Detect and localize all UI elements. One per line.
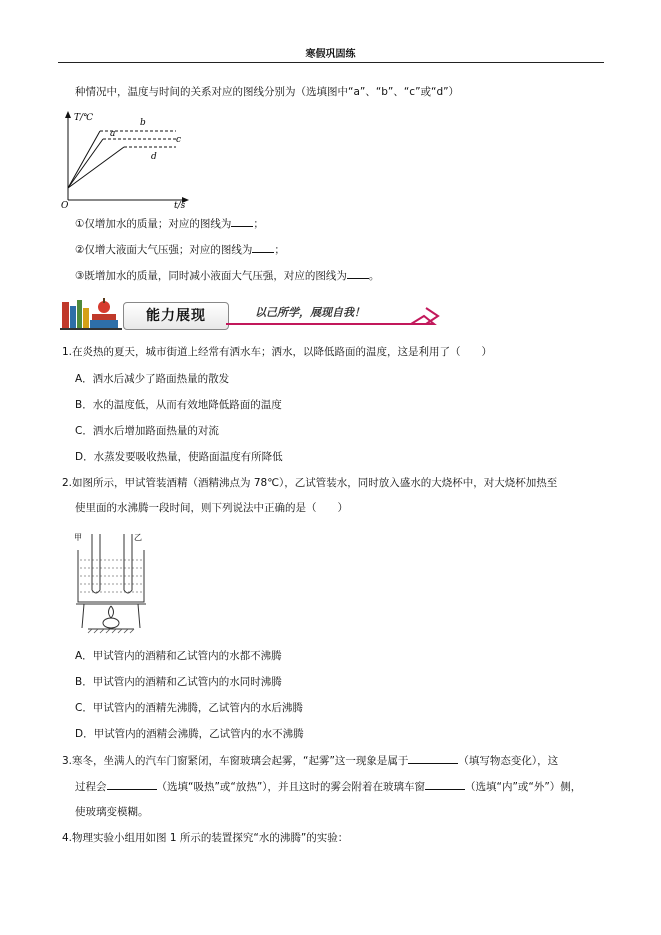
intro-item-1: ①仅增加水的质量；对应的图线为 ； <box>75 218 264 230</box>
figure-label-right: 乙 <box>134 533 142 542</box>
header-divider <box>58 62 604 63</box>
question-1-option-d[interactable]: D．水蒸发要吸收热量，使路面温度有所降低 <box>75 451 283 463</box>
question-4-stem: 4.物理实验小组用如图 1 所示的装置探究“水的沸腾”的实验： <box>62 832 349 844</box>
question-2-stem-line-1: 2.如图所示，甲试管装酒精（酒精沸点为 78℃），乙试管装水，同时放入盛水的大烧杯中，对大烧杯加热至 <box>62 477 558 489</box>
intro-item-3: ③既增加水的质量，同时减小液面大气压强，对应的图线为 。 <box>75 270 380 282</box>
origin-label: O <box>61 201 69 210</box>
answer-blank[interactable] <box>347 268 369 279</box>
question-2-option-a[interactable]: A．甲试管内的酒精和乙试管内的水都不沸腾 <box>75 650 282 662</box>
curve-b-rise <box>68 131 100 188</box>
question-3-line-3: 使玻璃变模糊。 <box>75 806 149 818</box>
curve-label-a: a <box>110 129 116 139</box>
y-axis-label: T/℃ <box>74 113 94 123</box>
beaker-test-tubes-figure <box>72 530 162 638</box>
question-2-option-d[interactable]: D．甲试管内的酒精会沸腾，乙试管内的水不沸腾 <box>75 728 304 740</box>
curve-label-d: d <box>151 152 157 162</box>
question-3-line-1: 3.寒冬，坐满人的汽车门窗紧闭，车窗玻璃会起雾，“起雾”这一现象是属于 （填写物态变化），这 <box>62 755 559 767</box>
question-1-option-c[interactable]: C．洒水后增加路面热量的对流 <box>75 425 219 437</box>
answer-blank[interactable] <box>425 779 465 790</box>
intro-item-2: ②仅增大液面大气压强；对应的图线为 ； <box>75 244 285 256</box>
curve-label-c: c <box>176 135 182 145</box>
banner-slogan: 以己所学，展现自我！ <box>255 306 365 319</box>
page-header-title: 寒假巩固练 <box>305 49 356 60</box>
question-1-option-b[interactable]: B．水的温度低，从而有效地降低路面的温度 <box>75 399 282 411</box>
y-axis-arrow <box>65 111 71 118</box>
answer-blank[interactable] <box>408 753 458 764</box>
curve-a-rise <box>68 139 103 188</box>
question-2-stem-line-2: 使里面的水沸腾一段时间，则下列说法中正确的是（ ） <box>75 502 348 514</box>
curve-label-b: b <box>140 118 146 128</box>
question-2-option-c[interactable]: C．甲试管内的酒精先沸腾，乙试管内的水后沸腾 <box>75 702 303 714</box>
answer-blank[interactable] <box>252 242 274 253</box>
temperature-time-graph <box>58 108 198 210</box>
question-1-stem: 1.在炎热的夏天，城市街道上经常有洒水车；洒水，以降低路面的温度，这是利用了（ ） <box>62 346 493 358</box>
question-3-line-2: 过程会 （选填“吸热”或“放热”），并且这时的雾会附着在玻璃车窗 （选填“内”或“外”）侧， <box>75 781 582 793</box>
intro-sentence: 种情况中，温度与时间的关系对应的图线分别为（选填图中“a”、“b”、“c”或“d”） <box>75 86 460 98</box>
answer-blank[interactable] <box>231 216 253 227</box>
flame-icon <box>109 606 114 618</box>
curve-d-rise <box>68 147 124 188</box>
figure-label-left: 甲 <box>74 533 82 542</box>
books-apple-icon <box>60 294 122 330</box>
banner-title: 能力展现 <box>123 302 229 330</box>
answer-blank[interactable] <box>107 779 157 790</box>
question-1-option-a[interactable]: A．洒水后减少了路面热量的散发 <box>75 373 230 385</box>
question-2-option-b[interactable]: B．甲试管内的酒精和乙试管内的水同时沸腾 <box>75 676 282 688</box>
x-axis-label: t/s <box>174 201 186 210</box>
alcohol-lamp <box>103 618 119 628</box>
beaker <box>78 550 144 602</box>
